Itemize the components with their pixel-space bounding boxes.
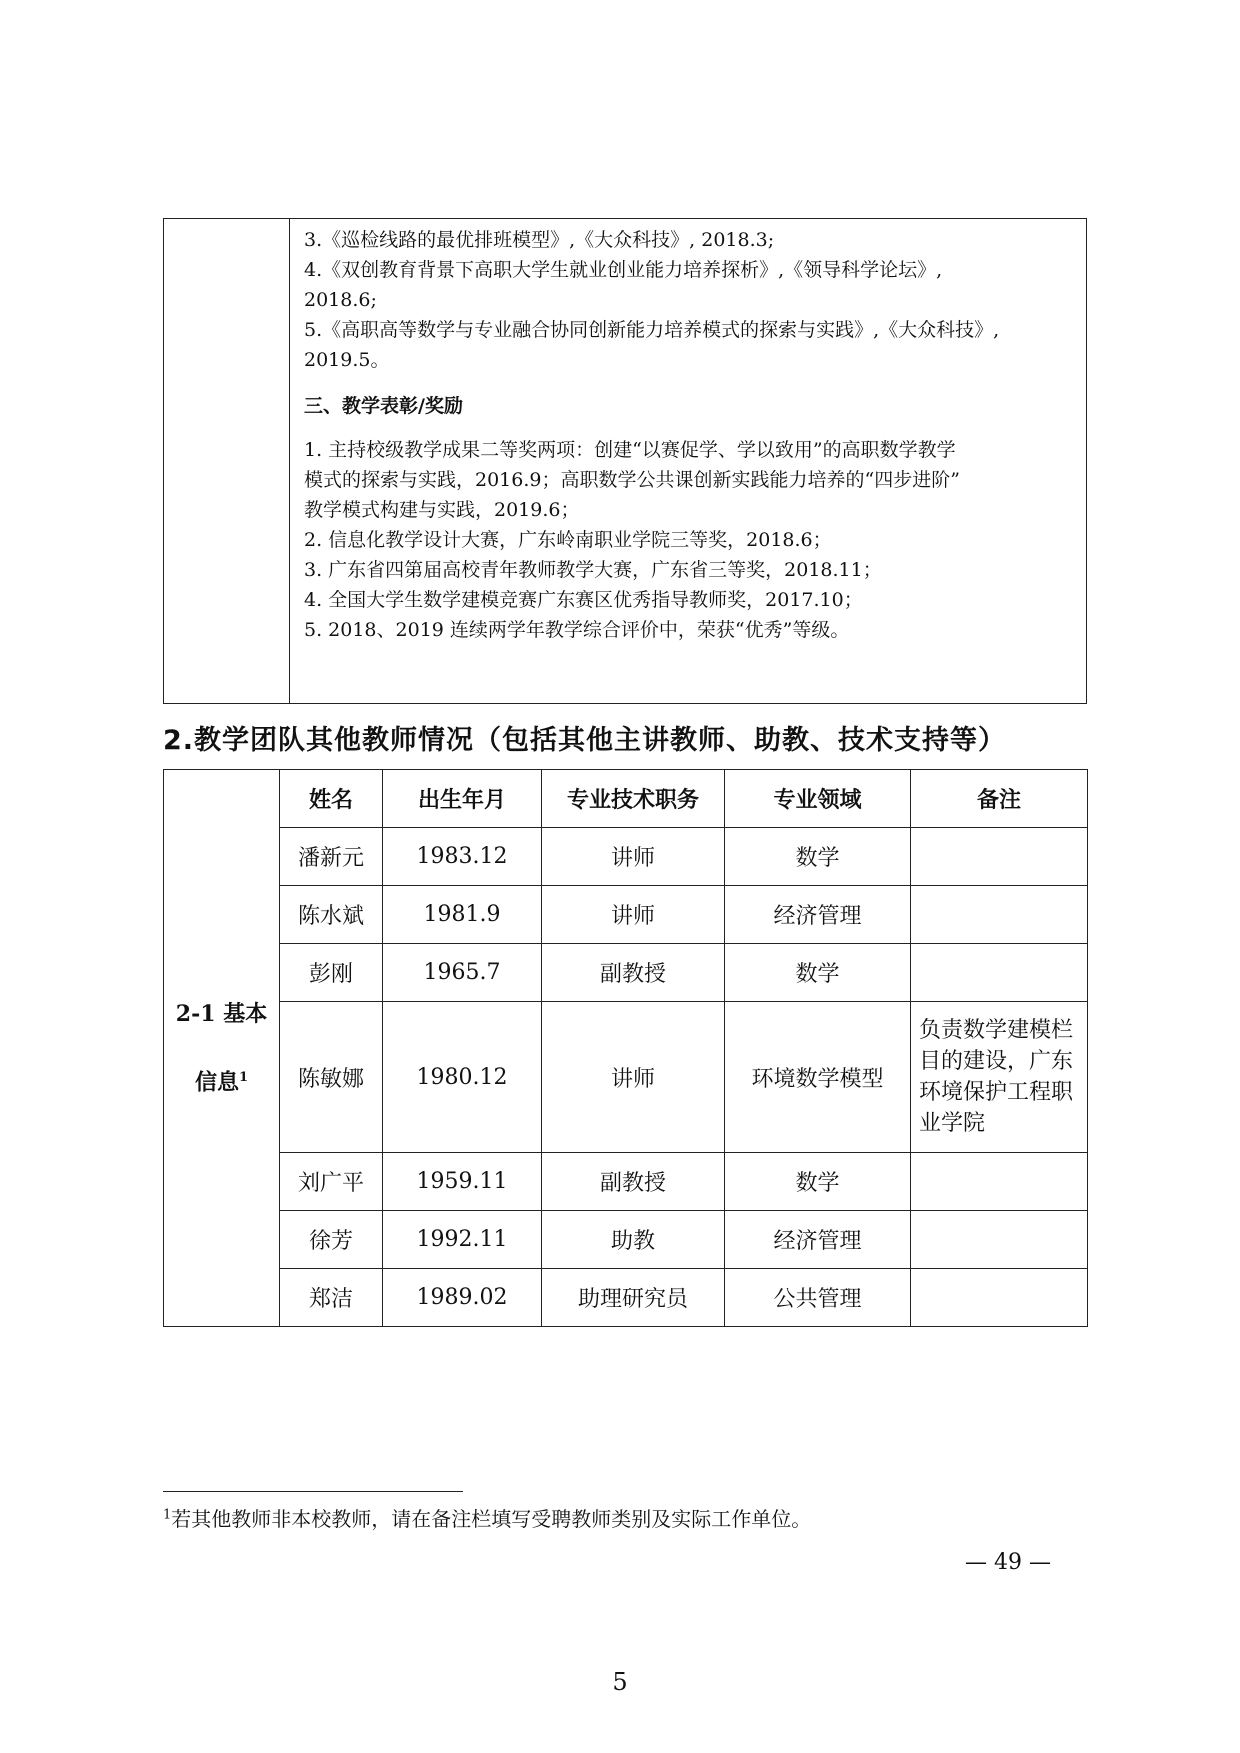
cell-title: 讲师 — [542, 828, 725, 886]
award-line: 教学模式构建与实践，2019.6； — [304, 499, 580, 521]
cell-note: 负责数学建模栏目的建设，广东环境保护工程职业学院 — [911, 1002, 1088, 1153]
footnote-text: 若其他教师非本校教师，请在备注栏填写受聘教师类别及实际工作单位。 — [171, 1507, 812, 1531]
award-line: 4. 全国大学生数学建模竞赛广东赛区优秀指导教师奖，2017.10； — [304, 589, 863, 611]
cell-birth: 1959.11 — [383, 1153, 542, 1211]
cell-birth: 1980.12 — [383, 1002, 542, 1153]
cell-title: 助教 — [542, 1211, 725, 1269]
header-field: 专业领域 — [725, 770, 911, 828]
cell-note — [911, 944, 1088, 1002]
cell-name: 陈敏娜 — [280, 1002, 383, 1153]
cell-note — [911, 828, 1088, 886]
cell-field: 经济管理 — [725, 1211, 911, 1269]
header-name: 姓名 — [280, 770, 383, 828]
left-label-cell — [164, 219, 290, 703]
cell-note — [911, 1153, 1088, 1211]
cell-field: 数学 — [725, 944, 911, 1002]
cell-name: 郑洁 — [280, 1269, 383, 1327]
cell-birth: 1981.9 — [383, 886, 542, 944]
cell-field: 数学 — [725, 828, 911, 886]
cell-field: 数学 — [725, 1153, 911, 1211]
cell-birth: 1983.12 — [383, 828, 542, 886]
cell-note — [911, 1211, 1088, 1269]
staff-table — [163, 769, 1088, 1327]
publication-line: 5.《高职高等数学与专业融合协同创新能力培养模式的探索与实践》,《大众科技》, — [304, 319, 1000, 341]
table-row — [164, 1269, 1088, 1327]
table-row — [164, 828, 1088, 886]
basic-info-label — [164, 770, 280, 1327]
table-row — [164, 1211, 1088, 1269]
award-line: 5. 2018、2019 连续两学年教学综合评价中，荣获“优秀”等级。 — [304, 619, 850, 641]
publication-line: 4.《双创教育背景下高职大学生就业创业能力培养探析》,《领导科学论坛》, — [304, 259, 943, 281]
award-line: 3. 广东省四第届高校青年教师教学大赛，广东省三等奖，2018.11； — [304, 559, 882, 581]
cell-title: 副教授 — [542, 944, 725, 1002]
awards-heading: 三、教学表彰/奖励 — [304, 395, 463, 417]
cell-birth: 1965.7 — [383, 944, 542, 1002]
header-birth: 出生年月 — [383, 770, 542, 828]
cell-birth: 1992.11 — [383, 1211, 542, 1269]
award-line: 2. 信息化教学设计大赛，广东岭南职业学院三等奖，2018.6； — [304, 529, 832, 551]
table-row — [164, 886, 1088, 944]
cell-name: 徐芳 — [280, 1211, 383, 1269]
award-line: 模式的探索与实践，2016.9；高职数学公共课创新实践能力培养的“四步进阶” — [304, 469, 960, 491]
cell-title: 助理研究员 — [542, 1269, 725, 1327]
basic-info-label-line1: 2-1 基本 — [175, 1000, 268, 1027]
footnote-rule — [163, 1491, 463, 1492]
cell-name: 陈水斌 — [280, 886, 383, 944]
publication-line: 3.《巡检线路的最优排班模型》,《大众科技》, 2018.3; — [304, 229, 775, 251]
publication-line: 2019.5。 — [304, 349, 390, 371]
section-title: 2.教学团队其他教师情况（包括其他主讲教师、助教、技术支持等） — [163, 725, 1007, 756]
basic-info-label-line2: 信息$^1$ — [194, 1069, 249, 1096]
cell-title: 讲师 — [542, 1002, 725, 1153]
header-note: 备注 — [911, 770, 1088, 828]
table-row — [164, 944, 1088, 1002]
footnote — [163, 1503, 811, 1532]
cell-title: 讲师 — [542, 886, 725, 944]
table-row — [164, 1153, 1088, 1211]
cell-field: 经济管理 — [725, 886, 911, 944]
award-line: 1. 主持校级教学成果二等奖两项：创建“以赛促学、学以致用”的高职数学教学 — [304, 439, 956, 461]
cell-note — [911, 886, 1088, 944]
cell-field: 环境数学模型 — [725, 1002, 911, 1153]
publications-awards-content — [304, 225, 1074, 645]
publication-line: 2018.6; — [304, 289, 377, 311]
footnote-mark: 1 — [163, 1507, 172, 1523]
cell-birth: 1989.02 — [383, 1269, 542, 1327]
cell-title: 副教授 — [542, 1153, 725, 1211]
publications-awards-table — [163, 218, 1087, 704]
cell-name: 刘广平 — [280, 1153, 383, 1211]
page-number-inner: — 49 — — [965, 1550, 1051, 1575]
page-number-outer: 5 — [612, 1668, 628, 1696]
cell-note — [911, 1269, 1088, 1327]
cell-name: 彭刚 — [280, 944, 383, 1002]
header-title: 专业技术职务 — [542, 770, 725, 828]
cell-field: 公共管理 — [725, 1269, 911, 1327]
cell-name: 潘新元 — [280, 828, 383, 886]
footnote-mark: 1 — [238, 1069, 249, 1085]
table-row — [164, 1002, 1088, 1153]
